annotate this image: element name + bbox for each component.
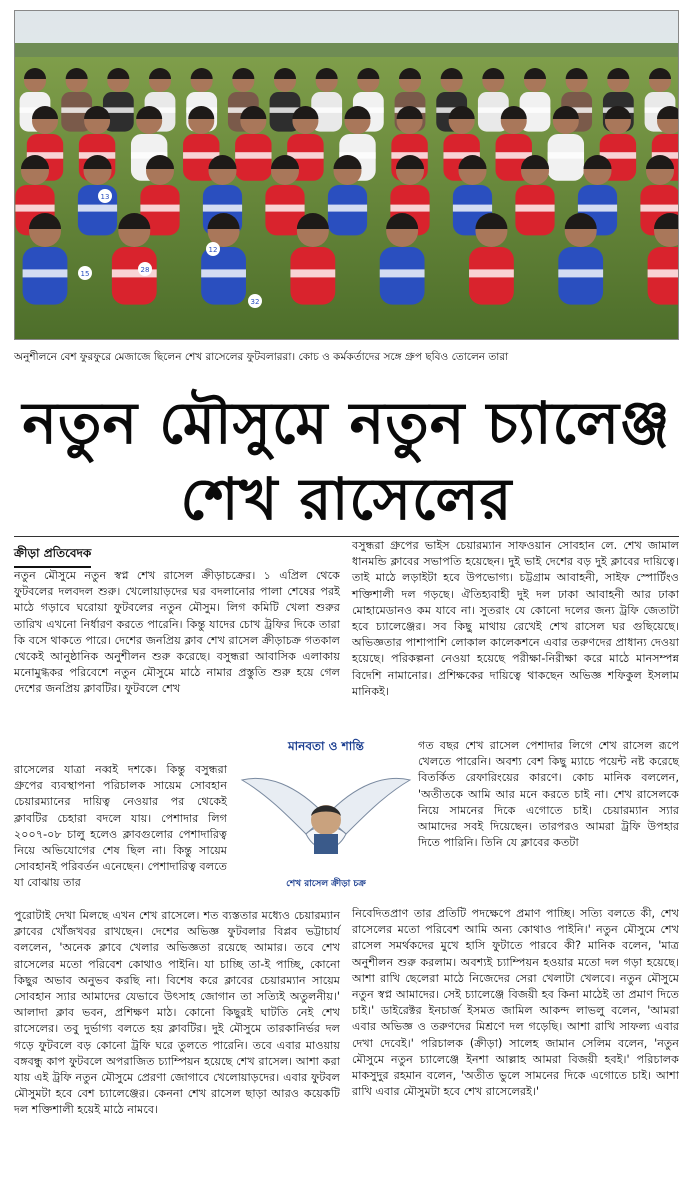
paragraph: নিবেদিতপ্রাণ তার প্রতিটি পদক্ষেপে প্রমাণ পাচ্ছি। সত্যি বলতে কী, শেখ রাসেলের মতো পরিবেশ আমি অন্য কোথাও পাইনি।' নতুন মৌসুমে শেখ রাসেল সমর্থকদের মুখে হাসি ফুটাতে পারবে কী? মানিক বলেন, 'মাত্র অনুশীলন শুরু করলাম। অবশ্যই চ্যাম্পিয়ন হওয়ার মতো দল গড়া হয়েছে। আশা রাখি ছেলেরা মাঠে নিজেদের সেরা খেলাটা খেলবে। নতুন মৌসুমে নতুন স্বপ্ন আমাদের। সেই চ্যালেঞ্জে বিজয়ী হব কিনা মাঠেই তা প্রমাণ দিতে চাই।' ডাইরেক্টর ইনচার্জ ইসমত জামিল আকন্দ লাভলু বলেন, 'আমরা এবার অভিজ্ঞ ও তরুণদের মিশ্রণে দল গড়েছি। আশা রাখি সাফল্য এবার দেখা দেবেই।' পরিচালক (ক্রীড়া) সালেহ জামান সেলিম বলেন, 'নতুন মৌসুমে নতুন চ্যালেঞ্জে ইনশা আল্লাহ আমরা বিজয়ী হবই।' পরিচালক মাকসুদুর রহমান বলেন, 'অতীত ভুলে সামনের দিকে এগোতে চাই। আশা রাখি এবার মৌসুমটা হবে শেখ রাসেলেরই।' — [352, 907, 679, 1099]
team-photo — [14, 10, 679, 340]
jersey-stripe — [15, 205, 54, 212]
jersey-stripe — [265, 205, 304, 212]
jersey-stripe — [648, 269, 679, 277]
paragraph: পুরোটাই দেখা মিলছে এখন শেখ রাসেলে। শত ব্যস্ততার মধ্যেও চেয়ারম্যান ক্লাবের খোঁজখবর রাখছেন। দেশের অভিজ্ঞ ফুটবলার বিপ্লব ভট্টাচার্য বললেন, 'অনেক ক্লাবে খেলার অভিজ্ঞতা রয়েছে আমার। তবে শেখ রাসেলের মতো পরিবেশ কোথাও পাইনি। যা চাচ্ছি তা-ই পাচ্ছি, কোনো কিছুর অভাব অনুভব করছি না। বিশেষ করে ক্লাবের চেয়ারম্যান সায়েম সোবহান স্যার আমাদের যেভাবে উৎসাহ জোগান তা সত্যিই অতুলনীয়।' আলাদা ক্লাব ভবন, প্রশিক্ষণ মাঠ। কোনো কিছুরই ঘাটতি নেই শেখ রাসেলের। তবু দুর্ভাগ্য বলতে হয় ক্লাবটির। দুই মৌসুমে তারকানির্ভর দল গড়ে ফুটবলে বড় কোনো ট্রফি ঘরে তুলতে পারেনি। তবে এবার মাওয়ায় বঙ্গবন্ধু কাপ ফুটবলে অপরাজিত চ্যাম্পিয়ন হয়েছে শেখ রাসেল। আশা করা যায় এই ট্রফি নতুন মৌসুমে প্রেরণা জোগাবে খেলোয়াড়দের। এবার ফুটবল মৌসুমটা হবে বেশ চ্যালেঞ্জের। কেননা শেখ রাসেল ছাড়া আরও কয়েকটি দল শক্তিশালী হয়েই মাঠে নামবে। — [14, 909, 340, 1117]
dove-icon — [236, 754, 416, 876]
jersey-stripe — [558, 269, 603, 277]
jersey-stripe — [203, 205, 242, 212]
jersey-stripe — [453, 205, 492, 212]
headline-divider — [14, 536, 679, 537]
article-col1-mid — [14, 762, 227, 892]
jersey-stripe — [78, 205, 117, 212]
jersey-stripe — [23, 269, 68, 277]
jersey-stripe — [515, 205, 554, 212]
headline-line-2: শেখ রাসেলের — [180, 465, 513, 533]
jersey-stripe — [201, 269, 246, 277]
jersey-number: 12 — [208, 246, 218, 254]
jersey-stripe — [548, 152, 584, 159]
article-col2-bottom — [352, 906, 679, 1100]
jersey-number: 15 — [80, 270, 90, 278]
article-col1-top — [14, 568, 340, 698]
jersey-stripe — [578, 205, 617, 212]
logo-title: মানবতা ও শান্তি — [288, 739, 364, 753]
jersey-stripe — [496, 152, 532, 159]
article-col2-mid — [418, 738, 679, 851]
jersey-number: 32 — [250, 298, 260, 306]
jersey-stripe — [390, 205, 429, 212]
paragraph: বসুন্ধরা গ্রুপের ভাইস চেয়ারম্যান সাফওয়ান সোবহান লে. শেখ জামাল ধানমন্ডি ক্লাবের সভাপতি হয়েছেন। দুই ভাই দেশের বড় দুই ক্লাবের দায়িত্বে। তাই মাঠে লড়াইটা হবে উপভোগ্য। চট্টগ্রাম আবাহনী, সাইফ স্পোর্টিংও শক্তিশালী দল গড়ছে। ঐতিহ্যবাহী দুই দল ঢাকা আবাহনী আর ঢাকা মোহামেডানও কম যাবে না। সুতরাং যে কোনো দলের জন্য ট্রফি জেতাটা হবে চ্যালেঞ্জের। সব কিছু মাথায় রেখেই শেখ রাসেল ঘর গুছিয়েছে। অভিজ্ঞতার পাশাপাশি লোকাল কালেকশনে এবার তরুণদের প্রাধান্য দেওয়া হয়েছে। পরিকল্পনা নেওয়া হয়েছে পরীক্ষা-নিরীক্ষা করে মাঠে মানসম্পন্ন বিদেশি নামানোর। প্রশিক্ষকের দায়িত্বে থাকছেন অভিজ্ঞ শফিকুল ইসলাম মানিকই। — [352, 539, 679, 698]
jersey-number: 13 — [100, 193, 110, 201]
jersey-stripe — [183, 152, 219, 159]
photo-caption: অনুশীলনে বেশ ফুরফুরে মেজাজে ছিলেন শেখ রাসেলের ফুটবলাররা। কোচ ও কর্মকর্তাদের সঙ্গে গ্রুপ ছবিও তোলেন তারা — [14, 351, 509, 363]
jersey-stripe — [140, 205, 179, 212]
logo-subtitle: শেখ রাসেল ক্রীড়া চক্র — [286, 879, 366, 889]
paragraph: নতুন মৌসুমে নতুন স্বপ্ন শেখ রাসেল ক্রীড়াচক্রের। ১ এপ্রিল থেকে ফুটবলের দলবদল শুরু। খেলোয়াড়দের ঘর বদলানোর পালা শেষের পরই মাঠে গড়াবে ঘরোয়া ফুটবলের নতুন মৌসুম। লিগ কমিটি খেলা শুরুর তারিখ এখনো নির্ধারণ করতে পারেনি। কিন্তু যাদের চোখ ট্রফির দিকে তারা কি বসে থাকতে পারে। দেশের জনপ্রিয় ক্লাব শেখ রাসেল ক্রীড়াচক্র গতকাল থেকেই আনুষ্ঠানিক অনুশীলন শুরু করেছে। বসুন্ধরা আবাসিক এলাকায় মনোমুগ্ধকর পরিবেশে নতুন মৌসুমে মাঠে নামার প্রস্তুতি শুরু হয়ে গেল দেশের জনপ্রিয় ক্লাবটির। ফুটবলে শেখ — [14, 569, 340, 696]
jersey-stripe — [469, 269, 514, 277]
article-col1-bottom — [14, 908, 340, 1119]
article-col2-top — [352, 538, 679, 700]
paragraph: রাসেলের যাত্রা নব্বই দশকে। কিন্তু বসুন্ধরা গ্রুপের ব্যবস্থাপনা পরিচালক সায়েম সোবহান চেয়ারম্যানের দায়িত্ব নেওয়ার পর থেকেই ক্লাবটির চেহারা বদলে যায়। পেশাদার লিগ ২০০৭-০৮ চালু হলেও ক্লাবগুলোর পেশাদারিত্ব নিয়ে অভিযোগের শেষ ছিল না। কিন্তু সায়েম সোবহানই পরিবর্তন এনেছেন। পেশাদারিত্ব বলতে যা বোঝায় তার — [14, 763, 228, 890]
jersey-number: 28 — [140, 266, 150, 274]
jersey-stripe — [380, 269, 425, 277]
jersey-stripe — [235, 152, 271, 159]
paragraph: গত বছর শেখ রাসেল পেশাদার লিগে শেখ রাসেল রূপে খেলতে পারেনি। অবশ্য বেশ কিছু ম্যাচে পয়েন্ট নষ্ট করেছে বিতর্কিত রেফারিংয়ের কারণে। কোচ মানিক বললেন, 'অতীতকে আমি আর মনে করতে চাই না। শেখ রাসেলকে নিয়ে সামনের দিকে এগোতে চাই। চেয়ারম্যান স্যার আমাদের সবই দিয়েছেন। তারপরও আমরা ট্রফি উপহার দিতে পারিনি। তিনি যে ক্লাবের কতটা — [418, 739, 679, 850]
byline: ক্রীড়া প্রতিবেদক — [14, 545, 91, 568]
jersey-stripe — [328, 205, 367, 212]
headline-line-1: নতুন মৌসুমে নতুন চ্যালেঞ্জ — [22, 389, 671, 457]
club-logo — [236, 738, 416, 898]
jersey-stripe — [640, 205, 679, 212]
jersey-stripe — [290, 269, 335, 277]
